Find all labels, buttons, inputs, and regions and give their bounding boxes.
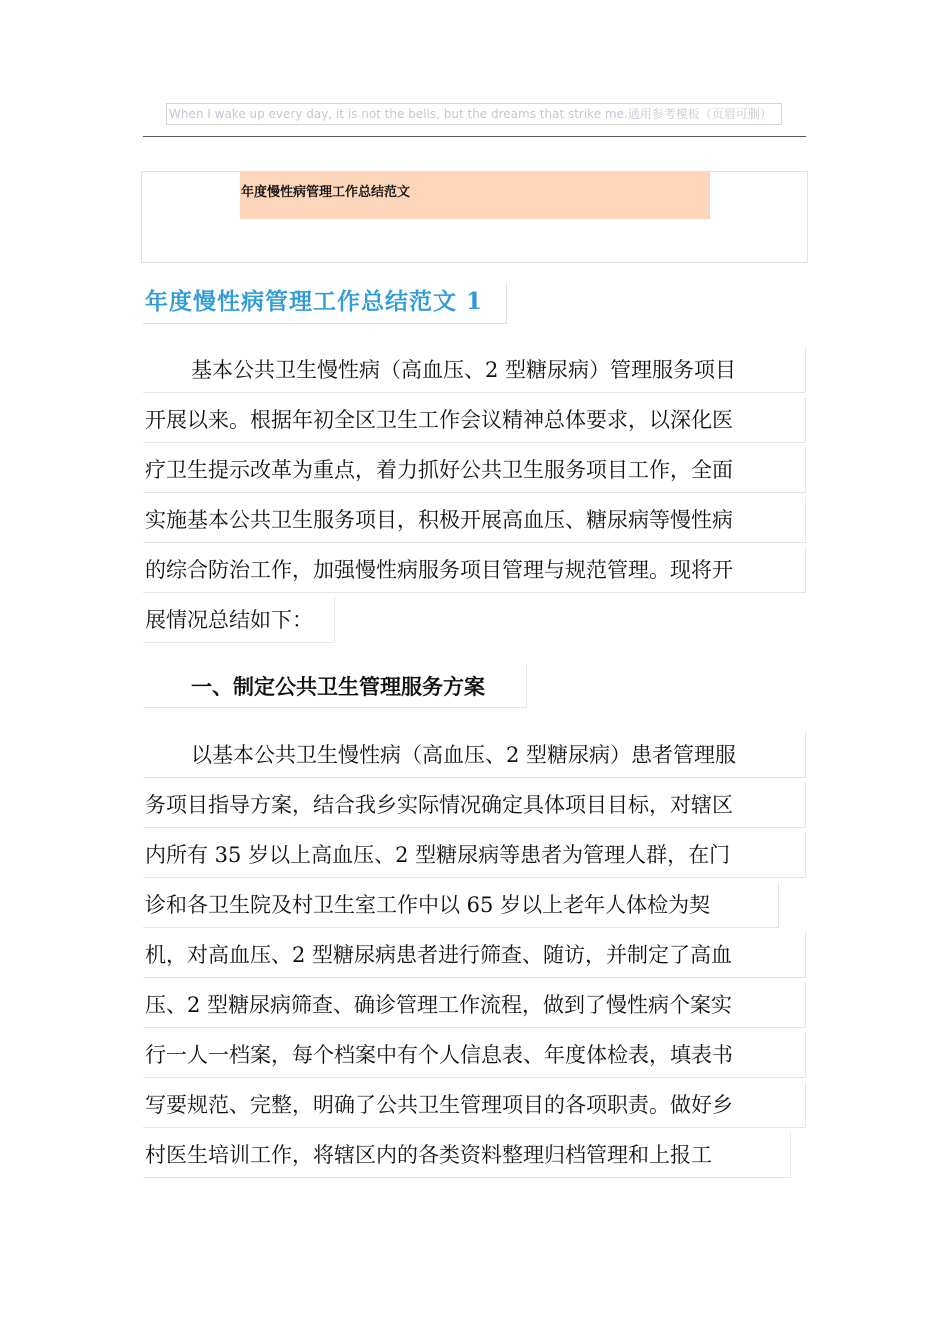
page-header-text: When I wake up every day, it is not the bells, but the dreams that strike me.通用参考模板（页眉可删） (166, 103, 782, 125)
paragraph1-line-4: 实施基本公共卫生服务项目，积极开展高血压、糖尿病等慢性病 (143, 497, 806, 543)
paragraph2-line-9: 村医生培训工作，将辖区内的各类资料整理归档管理和上报工 (143, 1132, 791, 1178)
paragraph2-line-4: 诊和各卫生院及村卫生室工作中以 65 岁以上老年人体检为契 (143, 882, 779, 928)
paragraph2-line-7: 行一人一档案，每个档案中有个人信息表、年度体检表，填表书 (143, 1032, 806, 1078)
header-divider (143, 136, 806, 137)
paragraph1-line-6: 展情况总结如下： (143, 597, 335, 643)
section-heading-1: 一、制定公共卫生管理服务方案 (143, 666, 527, 708)
paragraph2-line-3: 内所有 35 岁以上高血压、2 型糖尿病等患者为管理人群，在门 (143, 832, 806, 878)
paragraph1-line-5: 的综合防治工作，加强慢性病服务项目管理与规范管理。现将开 (143, 547, 806, 593)
paragraph1-line-3: 疗卫生提示改革为重点，着力抓好公共卫生服务项目工作，全面 (143, 447, 806, 493)
paragraph1-line-2: 开展以来。根据年初全区卫生工作会议精神总体要求，以深化医 (143, 397, 806, 443)
paragraph2-line-6: 压、2 型糖尿病筛查、确诊管理工作流程，做到了慢性病个案实 (143, 982, 806, 1028)
document-title: 年度慢性病管理工作总结范文 (241, 185, 411, 200)
paragraph1-line-1: 基本公共卫生慢性病（高血压、2 型糖尿病）管理服务项目 (143, 347, 806, 393)
paragraph2-line-2: 务项目指导方案，结合我乡实际情况确定具体项目目标，对辖区 (143, 782, 806, 828)
paragraph2-line-5: 机，对高血压、2 型糖尿病患者进行筛查、随访，并制定了高血 (143, 932, 806, 978)
paragraph2-line-8: 写要规范、完整，明确了公共卫生管理项目的各项职责。做好乡 (143, 1082, 806, 1128)
paragraph2-line-1: 以基本公共卫生慢性病（高血压、2 型糖尿病）患者管理服 (143, 732, 806, 778)
main-heading: 年度慢性病管理工作总结范文 1 (143, 282, 507, 324)
